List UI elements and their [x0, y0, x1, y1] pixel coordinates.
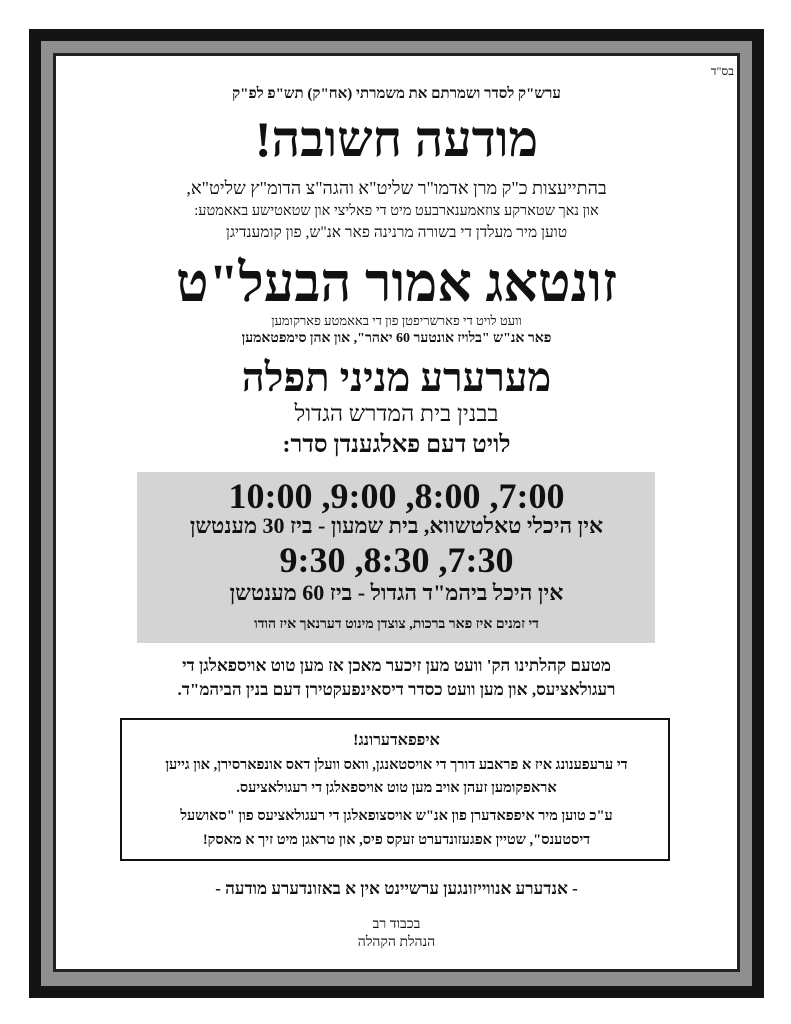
intro-line-1: בהתייעצות כ"ק מרן אדמו"ר שליט"א והגה"צ הדומ"ץ שליט"א, [186, 178, 607, 198]
schedule-intro: לויט דעם פאלגענדן סדר: [282, 432, 511, 458]
schedule-times-1: 7:00, 8:00, 9:00, 10:00 [228, 476, 565, 516]
community-notice-line-1: מטעם קהלתינו הק' וועט מען זיכער מאכן אז מען טוט אויספאלגן די [182, 656, 611, 675]
event-day-heading: זונטאג אמור הבעל"ט [175, 253, 618, 313]
schedule-times-2: 7:30, 8:30, 9:30 [279, 540, 514, 580]
location-line: בבנין בית המדרש הגדול [294, 401, 499, 426]
footer-note: - אנדערע אנווייזונגען ערשיינט אין א באזונדערע מודעה - [215, 879, 578, 898]
appeal-line-1: די ערעפענונג איז א פראבע דורך די אויסטאנגן, וואס וועלן דאס אונפארסירן, און גייען [165, 757, 628, 773]
appeal-heading: איפפאדערונג! [353, 732, 440, 749]
conditions-line-1: וועט לויט די פארשריפטן פון די באאמטע פארקומען [271, 313, 522, 328]
schedule-note: די זמנים איז פאר ברכות, צוצדן מינוט דערנאך איז הודו [254, 617, 539, 632]
schedule-hall-2: אין היכל ביהמ"ד הגדול - ביז 60 מענטשן [229, 580, 564, 605]
schedule-hall-1: אין היכלי טאלטשווא, בית שמעון - ביז 30 מענטשן [189, 513, 604, 538]
date-line: ערש"ק לסדר ושמרתם את משמרתי (אח"ק) תש"פ לפ"ק [232, 86, 561, 102]
community-notice-line-2: רעגולאציעס, און מען וועט כסדר דיסאינפעקטירן דעם בנין הביהמ"ד. [177, 680, 616, 699]
appeal-line-2: אראפקומען זעהן אויב מען טוט אויספאלגן די רעגולאציעס. [236, 780, 557, 796]
signature-line-2: הנהלת הקהלה [357, 935, 436, 950]
appeal-line-3: ע"כ טוען מיר איפפאדערן פון אנ"ש אויסצופאלגן די רעגולאציעס פון "סאושעל [180, 808, 613, 824]
conditions-line-2: פאר אנ"ש "בלויז אונטער 60 יאהר", און אהן סימפטאמען [241, 331, 552, 346]
minyanim-heading: מערערע מניני תפלה [241, 355, 552, 400]
notice-title: מודעה חשובה! [254, 111, 539, 167]
intro-line-3: טוען מיר מעלדן די בשורה מרנינה פאר אנ"ש, פון קומענדיגן [225, 224, 568, 241]
appeal-line-4: דיסטענס", שטיין אפגעזונדערט זעקס פיס, און טראגן מיט זיך א מאסק! [202, 832, 591, 848]
intro-line-2: און נאך שטארקע צוזאמענארבעט מיט די פאליצי און שטאטישע באאמטע: [194, 203, 599, 219]
bsd-mark: בס"ד [710, 64, 734, 78]
signature-line-1: בכבוד רב [372, 917, 421, 932]
